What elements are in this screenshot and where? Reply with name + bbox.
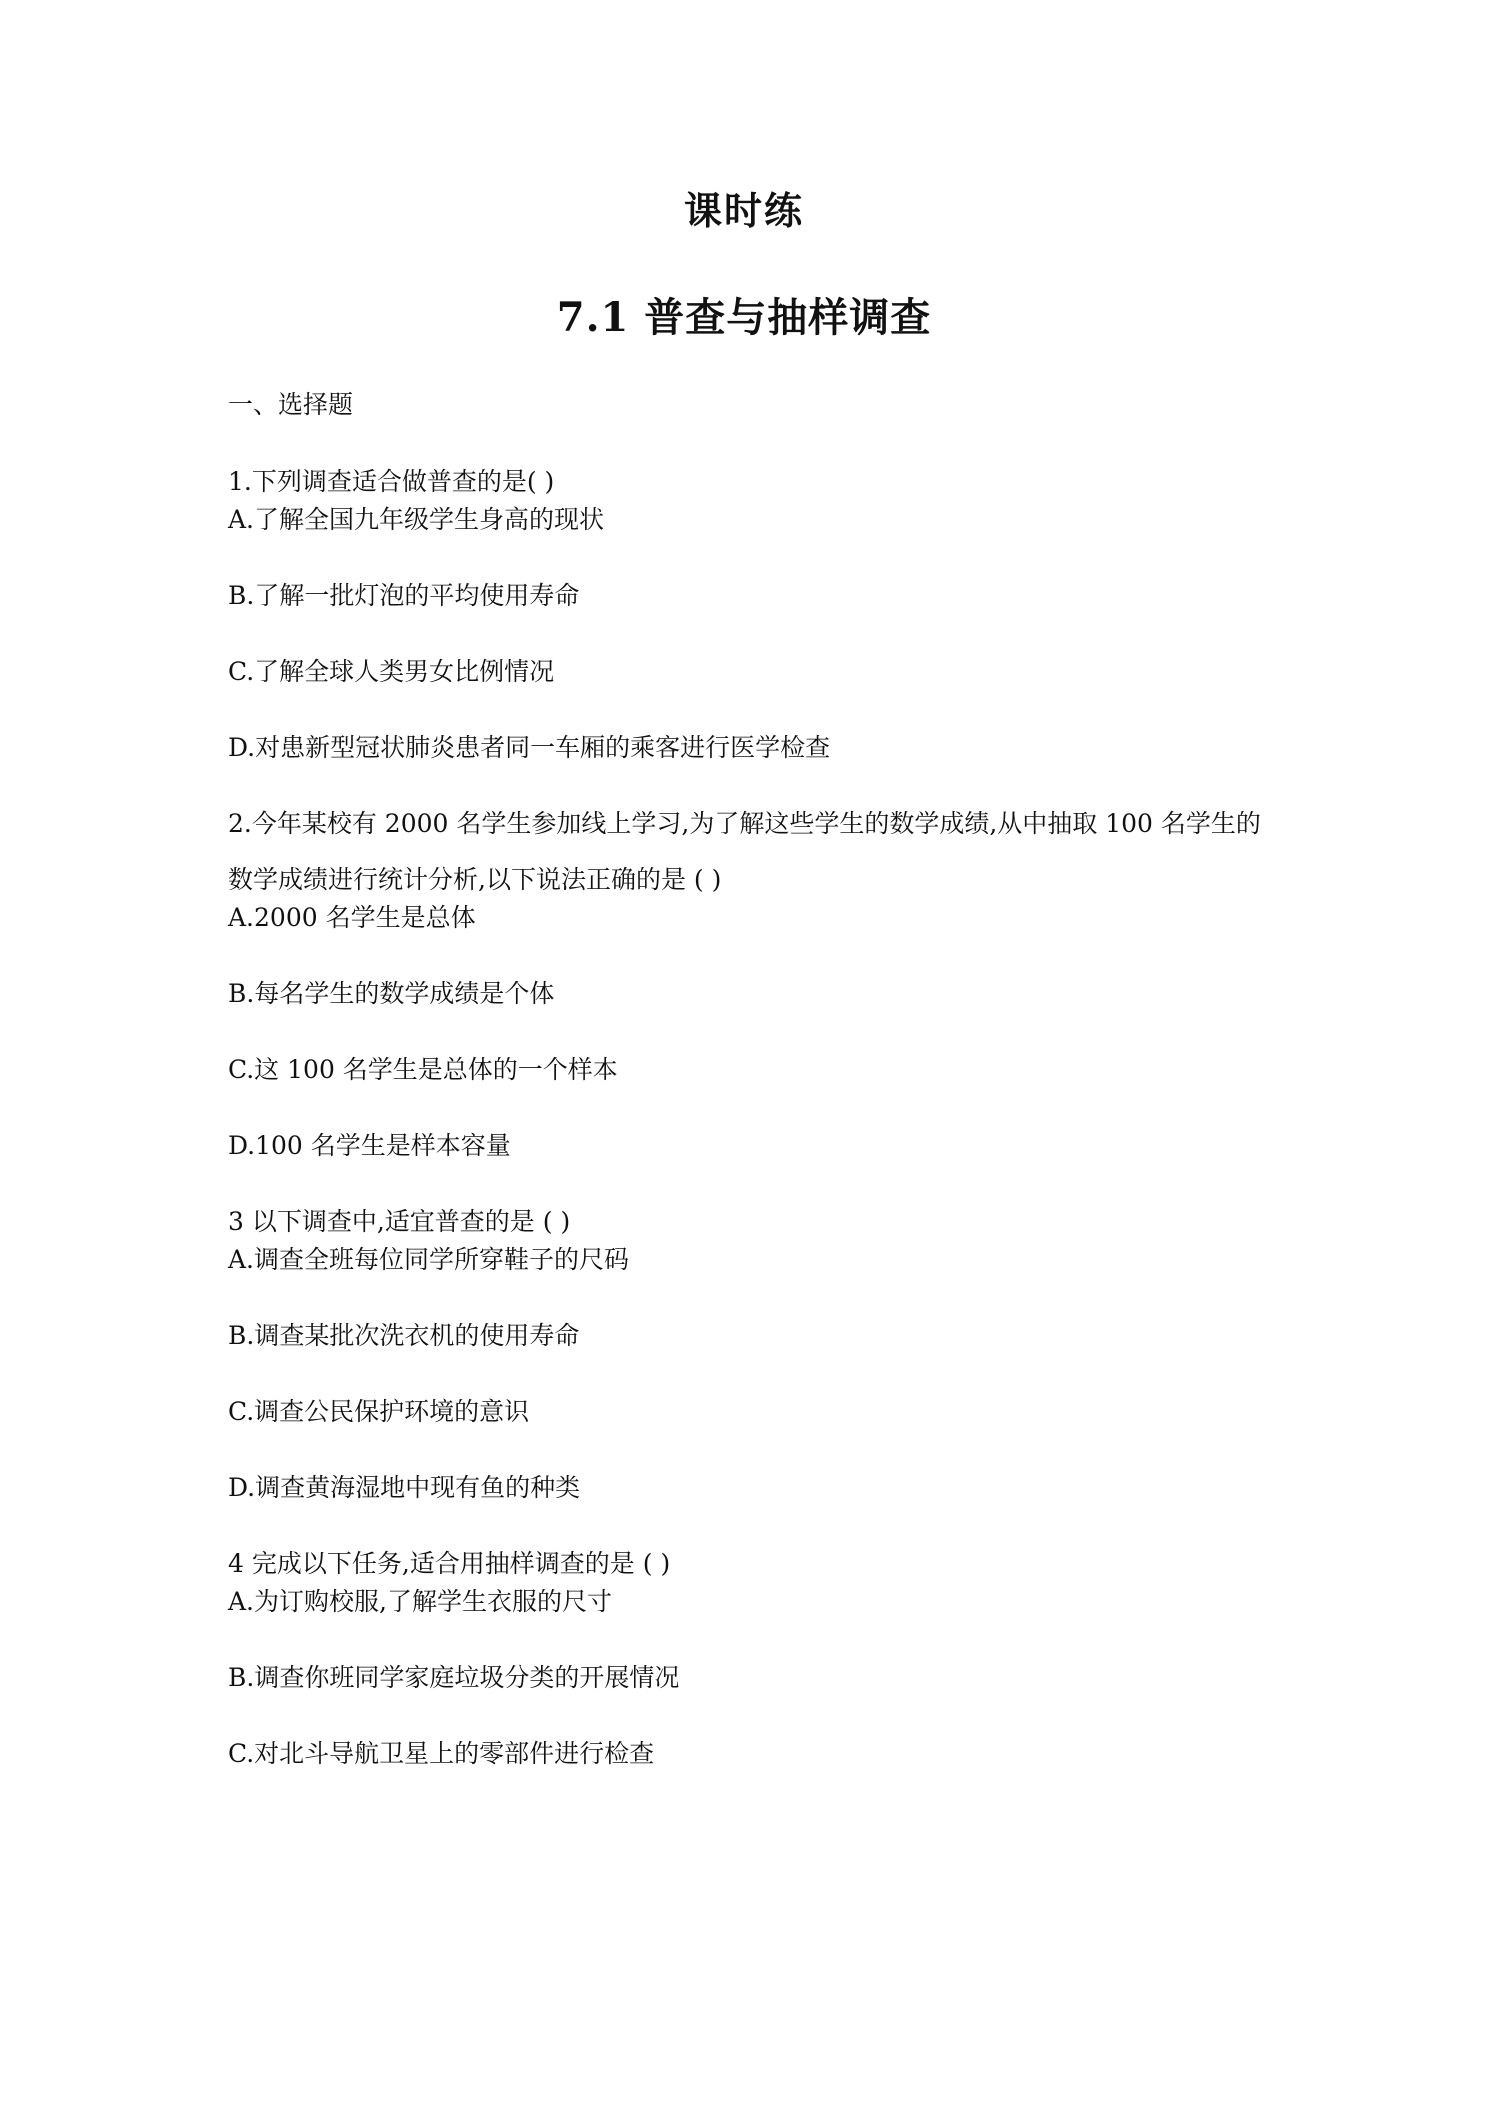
lesson-title: 7.1 普查与抽样调查	[556, 294, 932, 341]
option-b: B.了解一批灯泡的平均使用寿命	[228, 581, 580, 610]
question-3	[228, 1203, 1288, 1507]
question-stem: 3 以下调查中,适宜普查的是 ( )	[228, 1207, 571, 1236]
option-c: C.这 100 名学生是总体的一个样本	[228, 1055, 618, 1084]
question-stem: 1.下列调查适合做普查的是( )	[228, 467, 555, 496]
option-a: A.调查全班每位同学所穿鞋子的尺码	[228, 1245, 630, 1274]
option-c: C.了解全球人类男女比例情况	[228, 657, 555, 686]
option-a: A.了解全国九年级学生身高的现状	[228, 505, 605, 534]
question-1	[228, 463, 1288, 767]
option-d: D.调查黄海湿地中现有鱼的种类	[228, 1473, 581, 1502]
option-c: C.对北斗导航卫星上的零部件进行检查	[228, 1739, 655, 1768]
option-c: C.调查公民保护环境的意识	[228, 1397, 530, 1426]
option-a: A.2000 名学生是总体	[228, 903, 476, 932]
option-b: B.调查某批次洗衣机的使用寿命	[228, 1321, 580, 1350]
section-heading: 一、选择题	[228, 390, 354, 419]
option-d: D.100 名学生是样本容量	[228, 1131, 511, 1160]
question-stem: 2.今年某校有 2000 名学生参加线上学习,为了解这些学生的数学成绩,从中抽取 100 名学生的	[228, 809, 1261, 838]
option-a: A.为订购校服,了解学生衣服的尺寸	[228, 1587, 612, 1616]
option-b: B.每名学生的数学成绩是个体	[228, 979, 555, 1008]
question-2	[228, 805, 1288, 1165]
exercise-content	[228, 386, 1288, 1811]
question-stem-continued: 数学成绩进行统计分析,以下说法正确的是 ( )	[228, 865, 722, 894]
option-d: D.对患新型冠状肺炎患者同一车厢的乘客进行医学检查	[228, 733, 831, 762]
question-stem: 4 完成以下任务,适合用抽样调查的是 ( )	[228, 1549, 671, 1578]
page-title: 课时练	[683, 188, 804, 233]
option-b: B.调查你班同学家庭垃圾分类的开展情况	[228, 1663, 680, 1692]
question-4	[228, 1545, 1288, 1773]
